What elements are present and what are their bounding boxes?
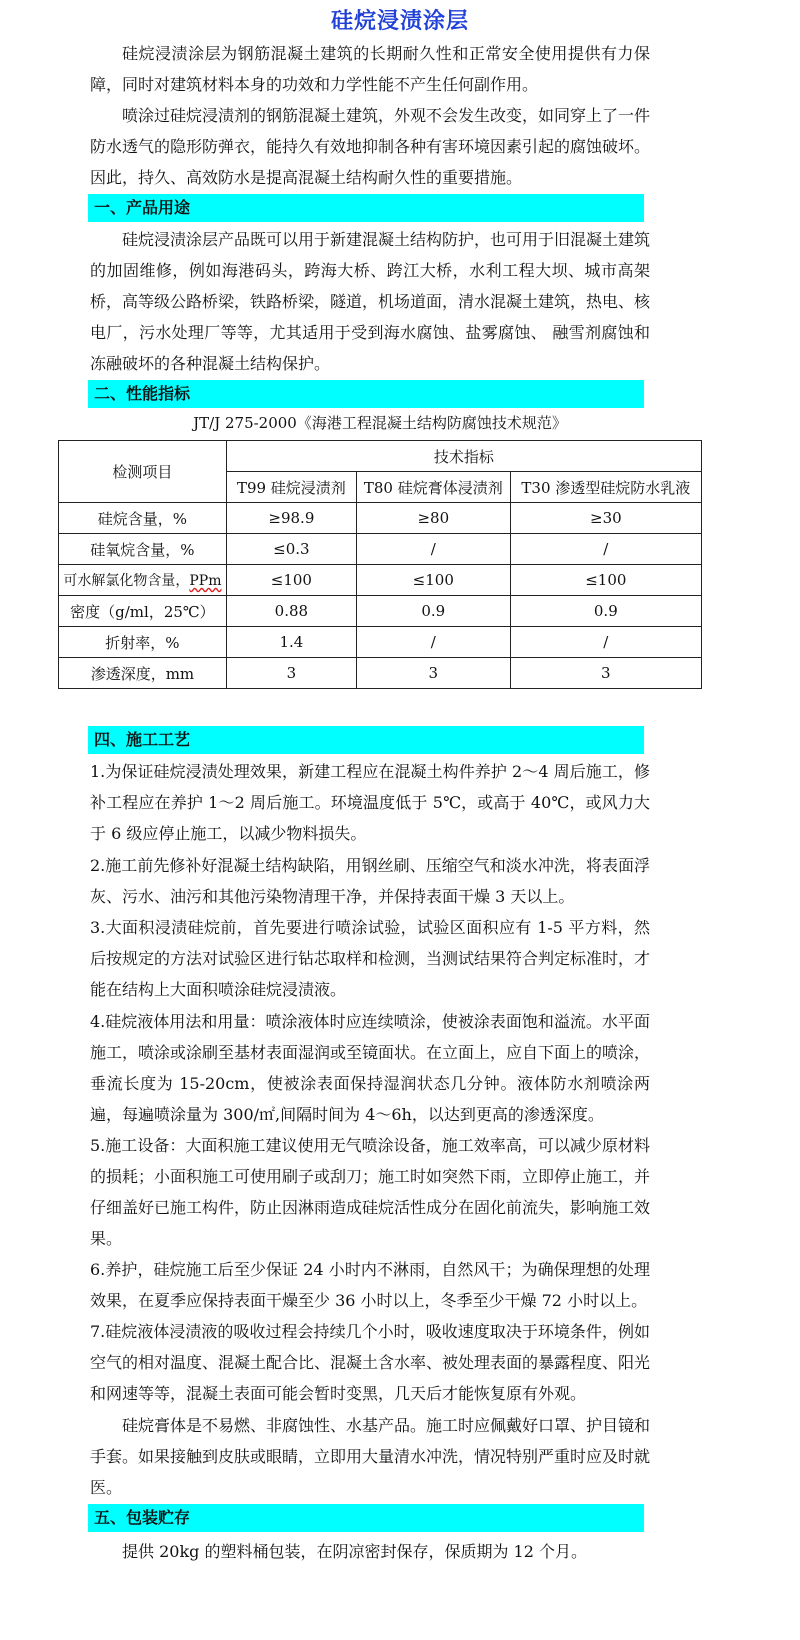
row-label-unit: PPm <box>189 573 222 589</box>
construction-step: 2.施工前先修补好混凝土结构缺陷，用钢丝刷、压缩空气和淡水冲洗，将表面浮灰、污水、油污和其他污染物清理干净，并保持表面干燥 3 天以上。 <box>90 856 650 906</box>
packaging-paragraph: 提供 20kg 的塑料桶包装，在阴凉密封保存，保质期为 12 个月。 <box>122 1542 588 1561</box>
table-row <box>59 534 702 565</box>
cell-value: 0.9 <box>510 596 701 627</box>
row-label <box>59 565 227 596</box>
cell-value: ≥98.9 <box>226 503 356 534</box>
cell-value: ≥80 <box>356 503 510 534</box>
table-row <box>59 596 702 627</box>
row-label: 硅烷含量，% <box>59 503 227 534</box>
cell-value: ≤100 <box>510 565 701 596</box>
header-col-t30: T30 渗透型硅烷防水乳液 <box>510 472 701 503</box>
safety-paragraph: 硅烷膏体是不易燃、非腐蚀性、水基产品。施工时应佩戴好口罩、护目镜和手套。如果接触到皮肤或眼睛，立即用大量清水冲洗，情况特别严重时应及时就医。 <box>90 1416 651 1497</box>
cell-value: / <box>510 627 701 658</box>
usage-paragraph: 硅烷浸渍涂层产品既可以用于新建混凝土结构防护，也可用于旧混凝土建筑的加固维修，例如海港码头，跨海大桥、跨江大桥，水利工程大坝、城市高架桥，高等级公路桥梁，铁路桥梁，隧道，机场道面，清水混凝土建筑，热电、核电厂，污水处理厂等等，尤其适用于受到海水腐蚀、盐雾腐蚀、 融雪剂腐蚀和冻融破坏的各种混凝土结构保护。 <box>90 230 651 373</box>
cell-value: 0.9 <box>356 596 510 627</box>
row-label: 折射率，% <box>59 627 227 658</box>
table-header-row <box>59 441 702 472</box>
section-heading-construction: 四、施工工艺 <box>88 726 644 754</box>
construction-step: 3.大面积浸渍硅烷前，首先要进行喷涂试验，试验区面积应有 1-5 平方料，然后按规定的方法对试验区进行钻芯取样和检测，当测试结果符合判定标准时，才能在结构上大面积喷涂硅烷浸渍液。 <box>90 918 651 999</box>
construction-step: 7.硅烷液体浸渍液的吸收过程会持续几个小时，吸收速度取决于环境条件，例如空气的相对温度、混凝土配合比、混凝土含水率、被处理表面的暴露程度、阳光和网速等等，混凝土表面可能会暂时变黑，几天后才能恢复原有外观。 <box>90 1322 651 1403</box>
table-row <box>59 503 702 534</box>
cell-value: / <box>510 534 701 565</box>
construction-step: 5.施工设备：大面积施工建议使用无气喷涂设备，施工效率高，可以减少原材料的损耗；小面积施工可使用刷子或刮刀；施工时如突然下雨，立即停止施工，并仔细盖好已施工构件，防止因淋雨造成硅烷活性成分在固化前流失，影响施工效果。 <box>90 1136 651 1248</box>
intro-paragraph-1: 硅烷浸渍涂层为钢筋混凝土建筑的长期耐久性和正常安全使用提供有力保障，同时对建筑材料本身的功效和力学性能不产生任何副作用。 <box>90 44 650 94</box>
construction-step: 4.硅烷液体用法和用量：喷涂液体时应连续喷涂，使被涂表面饱和溢流。水平面施工，喷涂或涂刷至基材表面湿润或至镜面状。在立面上，应自下面上的喷涂，垂流长度为 15-20cm，使被涂表面保持湿润状态几分钟。液体防水剂喷涂两遍，每遍喷涂量为 300/㎡,间隔时间为 4～6h，以达到更高的渗透深度。 <box>90 1012 651 1124</box>
cell-value: / <box>356 534 510 565</box>
cell-value: 3 <box>510 658 701 689</box>
construction-step: 1.为保证硅烷浸渍处理效果，新建工程应在混凝土构件养护 2～4 周后施工，修补工程应在养护 1～2 周后施工。环境温度低于 5℃，或高于 40℃，或风力大于 6 级应停止施工，以减少物料损失。 <box>90 762 650 843</box>
row-label: 渗透深度，mm <box>59 658 227 689</box>
row-label: 硅氧烷含量，% <box>59 534 227 565</box>
cell-value: / <box>356 627 510 658</box>
construction-step: 6.养护，硅烷施工后至少保证 24 小时内不淋雨，自然风干；为确保理想的处理效果，在夏季应保持表面干燥至少 36 小时以上，冬季至少干燥 72 小时以上。 <box>90 1260 650 1310</box>
cell-value: ≤100 <box>226 565 356 596</box>
cell-value: 1.4 <box>226 627 356 658</box>
table-row <box>59 627 702 658</box>
cell-value: 3 <box>226 658 356 689</box>
row-label: 密度（g/ml，25℃） <box>59 596 227 627</box>
row-label-text: 可水解氯化物含量， <box>63 573 190 589</box>
table-caption: JT/J 275-2000《海港工程混凝土结构防腐蚀技术规范》 <box>193 414 567 432</box>
performance-table <box>58 440 702 689</box>
header-col-t99: T99 硅烷浸渍剂 <box>226 472 356 503</box>
cell-value: 3 <box>356 658 510 689</box>
document-title: 硅烷浸渍涂层 <box>330 9 469 34</box>
table-row <box>59 658 702 689</box>
section-heading-usage: 一、产品用途 <box>88 194 644 222</box>
section-heading-performance: 二、性能指标 <box>88 380 644 408</box>
header-item: 检测项目 <box>59 441 227 503</box>
cell-value: ≥30 <box>510 503 701 534</box>
section-heading-packaging: 五、包装贮存 <box>88 1504 644 1532</box>
cell-value: 0.88 <box>226 596 356 627</box>
cell-value: ≤0.3 <box>226 534 356 565</box>
intro-paragraph-2: 喷涂过硅烷浸渍剂的钢筋混凝土建筑，外观不会发生改变，如同穿上了一件防水透气的隐形防弹衣，能持久有效地抑制各种有害环境因素引起的腐蚀破坏。因此，持久、高效防水是提高混凝土结构耐久性的重要措施。 <box>90 106 651 187</box>
table-row <box>59 565 702 596</box>
cell-value: ≤100 <box>356 565 510 596</box>
header-group: 技术指标 <box>226 441 701 472</box>
header-col-t80: T80 硅烷膏体浸渍剂 <box>356 472 510 503</box>
